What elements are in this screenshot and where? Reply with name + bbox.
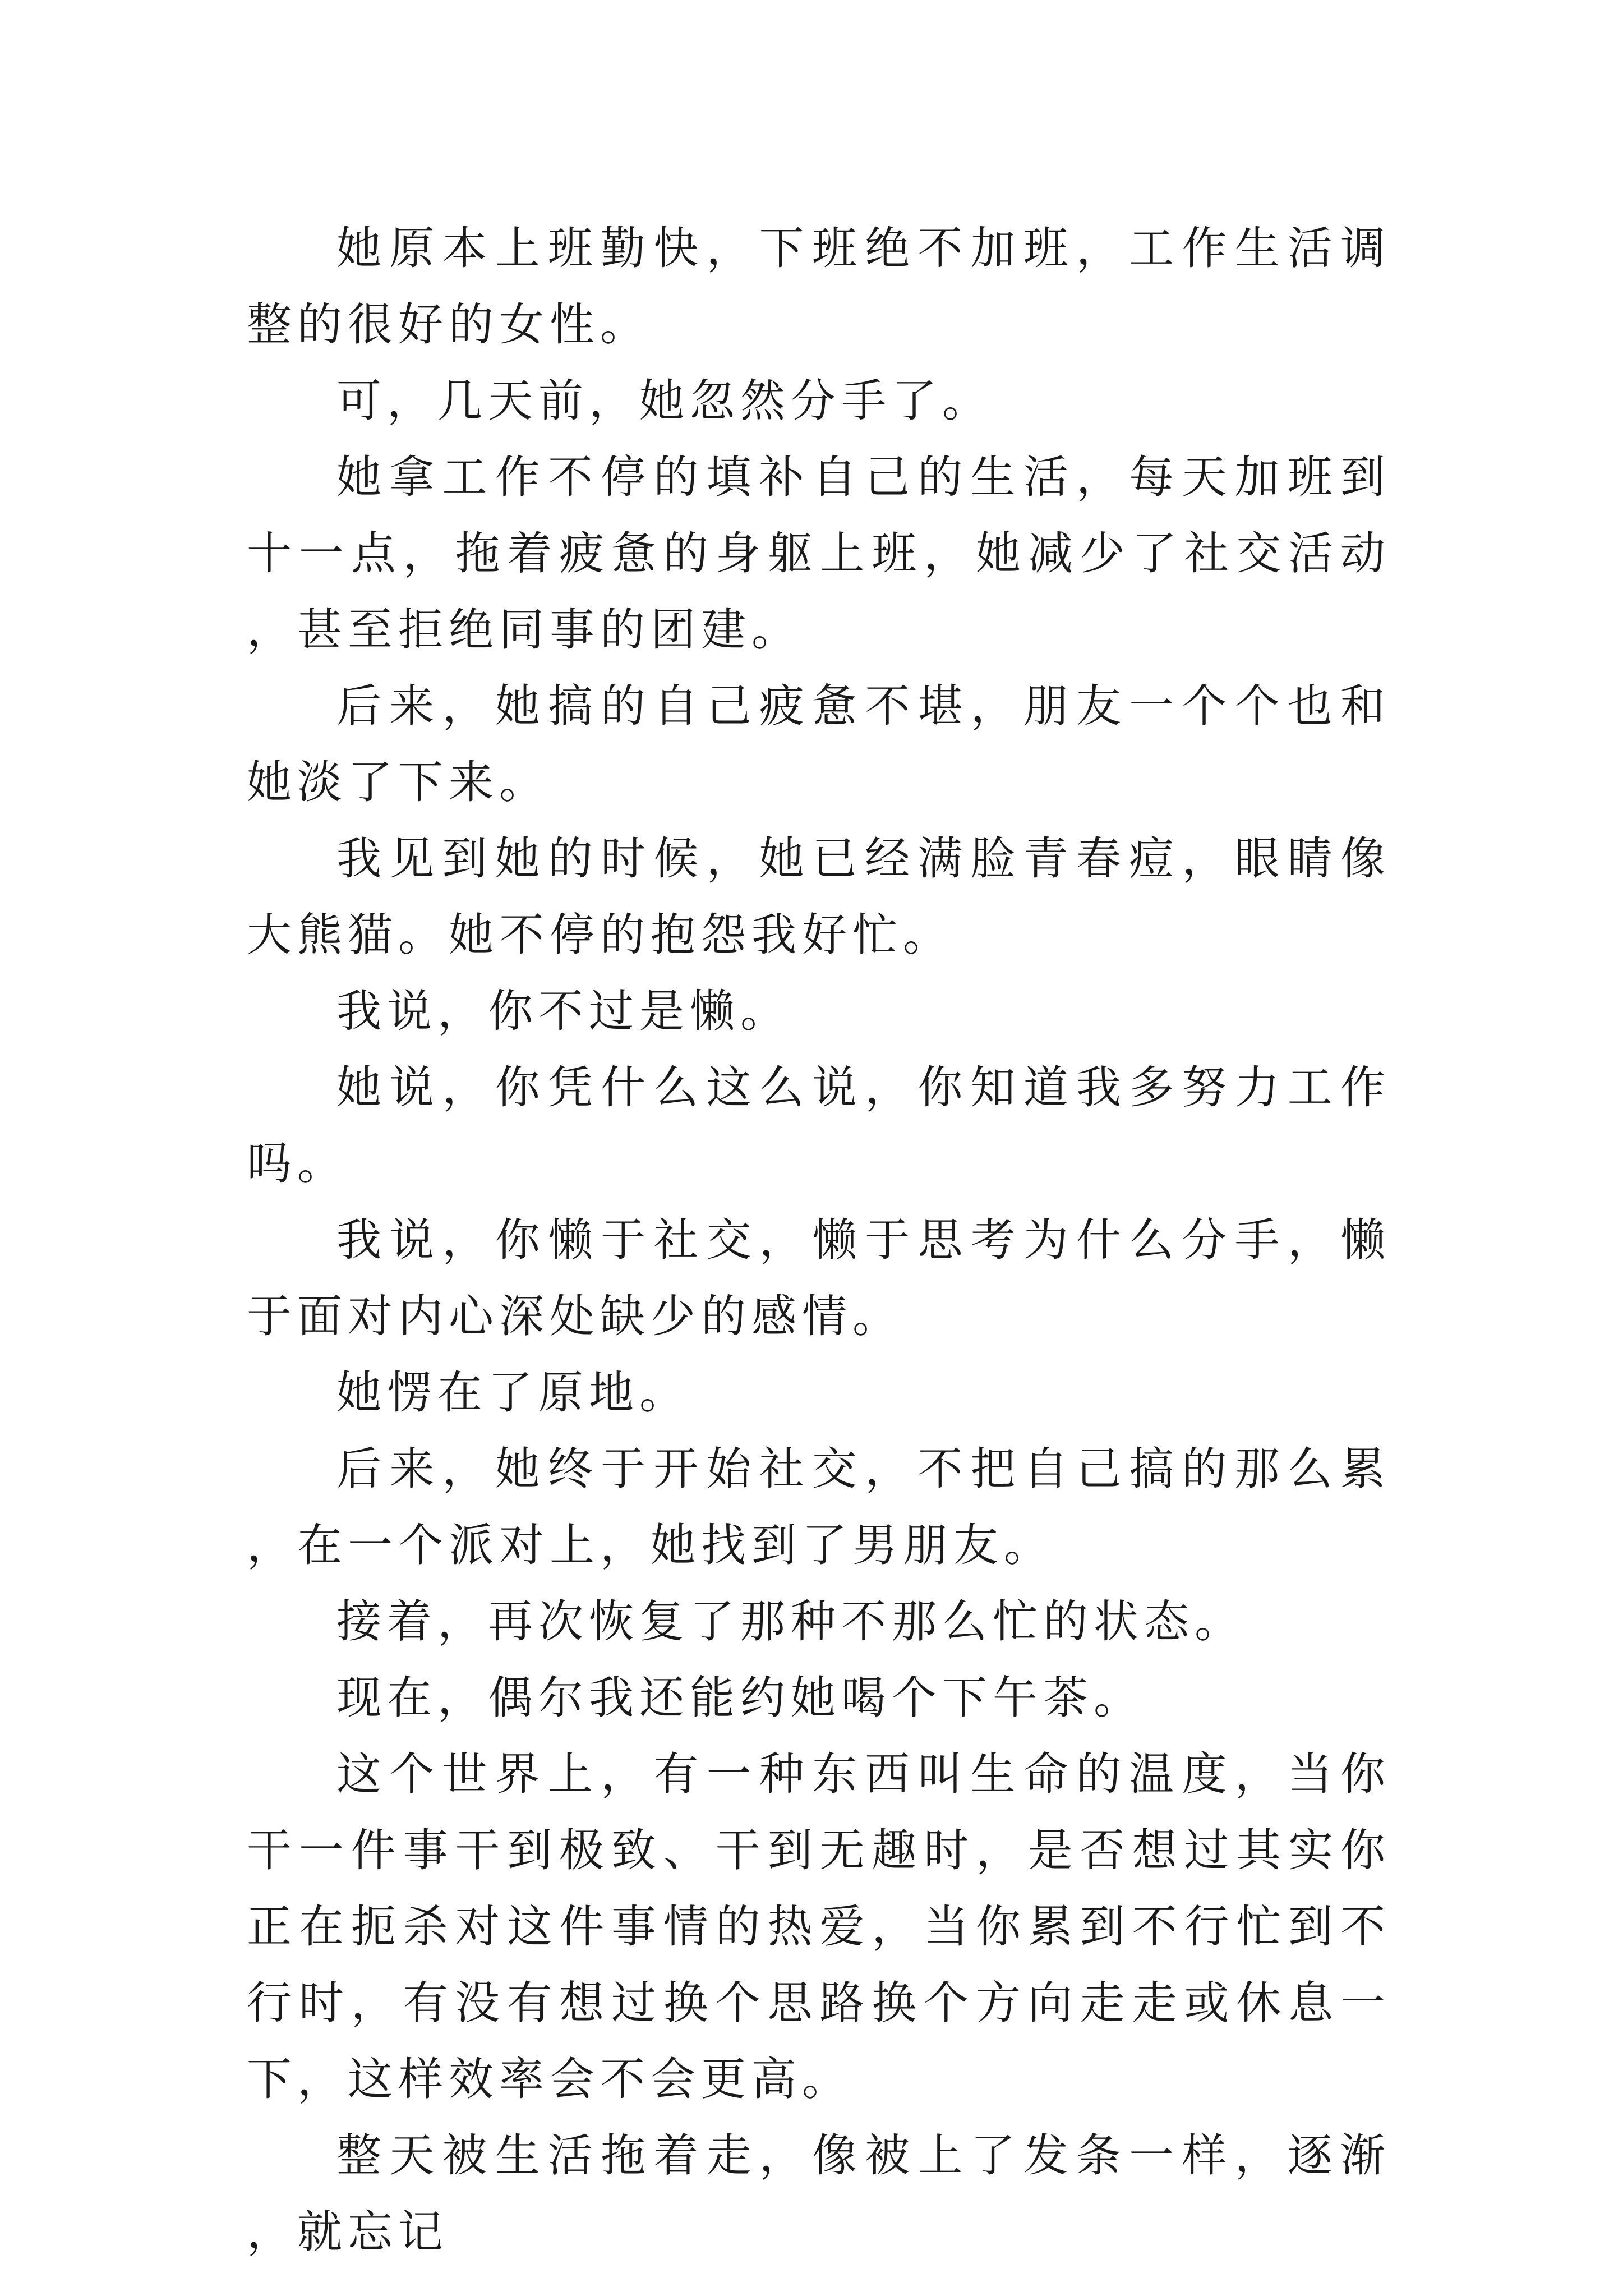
paragraph-13: 这个世界上，有一种东西叫生命的温度，当你干一件事干到极致、干到无趣时，是否想过其实你正在扼杀对这件事情的热爱，当你累到不行忙到不行时，有没有想过换个思路换个方向走走或休息一下，这样效率会不会更高。 (247, 1748, 1391, 2105)
paragraph-3: 她拿工作不停的填补自己的生活，每天加班到十一点，拖着疲惫的身躯上班，她减少了社交活动，甚至拒绝同事的团建。 (247, 451, 1391, 656)
paragraph-1: 她原本上班勤快，下班绝不加班，工作生活调整的很好的女性。 (247, 222, 1391, 351)
document-body (247, 210, 1391, 2270)
paragraph-7: 她说，你凭什么这么说，你知道我多努力工作吗。 (247, 1061, 1391, 1190)
paragraph-12: 现在，偶尔我还能约她喝个下午茶。 (336, 1672, 1144, 1724)
paragraph-4: 后来，她搞的自己疲惫不堪，朋友一个个也和她淡了下来。 (247, 680, 1391, 808)
paragraph-2: 可，几天前，她忽然分手了。 (336, 375, 993, 427)
paragraph-11: 接着，再次恢复了那种不那么忙的状态。 (336, 1595, 1245, 1648)
paragraph-14: 整天被生活拖着走，像被上了发条一样，逐渐，就忘记 (247, 2129, 1391, 2258)
paragraph-9: 她愣在了原地。 (336, 1366, 690, 1419)
paragraph-6: 我说，你不过是懒。 (336, 985, 791, 1037)
paragraph-10: 后来，她终于开始社交，不把自己搞的那么累，在一个派对上，她找到了男朋友。 (247, 1443, 1391, 1571)
paragraph-8: 我说，你懒于社交，懒于思考为什么分手，懒于面对内心深处缺少的感情。 (247, 1214, 1391, 1342)
paragraph-5: 我见到她的时候，她已经满脸青春痘，眼睛像大熊猫。她不停的抱怨我好忙。 (247, 832, 1391, 961)
